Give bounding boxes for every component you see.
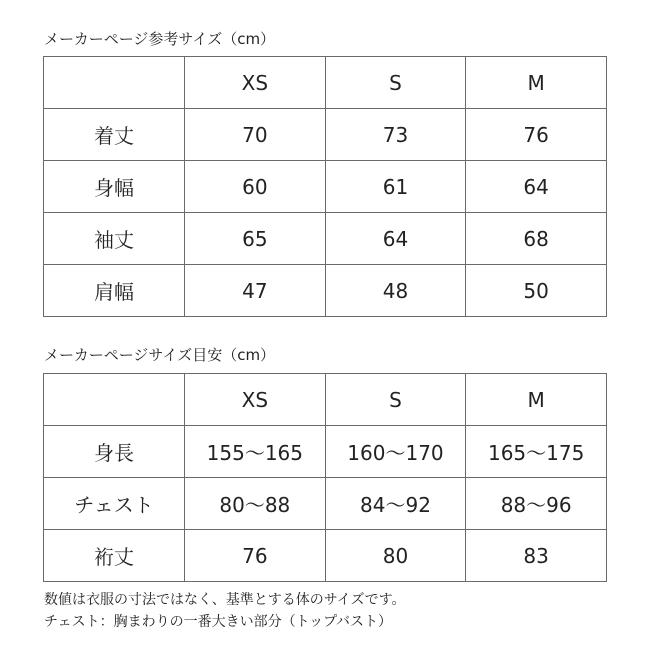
table-cell: 64 — [466, 161, 607, 213]
table-cell: 76 — [466, 109, 607, 161]
header-cell-m: M — [466, 374, 607, 426]
table-cell: 47 — [185, 265, 326, 317]
row-label: 袖丈 — [44, 213, 185, 265]
table-row — [44, 265, 607, 317]
table-cell: 88～96 — [466, 478, 607, 530]
header-cell-xs: XS — [185, 374, 326, 426]
header-cell-empty — [44, 57, 185, 109]
table-cell: 68 — [466, 213, 607, 265]
table-header-row — [44, 374, 607, 426]
footnotes — [44, 589, 405, 633]
table-cell: 165～175 — [466, 426, 607, 478]
table-cell: 80～88 — [185, 478, 326, 530]
table-cell: 155～165 — [185, 426, 326, 478]
size-guide-title: メーカーページサイズ目安（cm） — [44, 346, 276, 364]
table-cell: 76 — [185, 530, 326, 582]
table-header-row — [44, 57, 607, 109]
table-cell: 48 — [325, 265, 466, 317]
row-label: 身長 — [44, 426, 185, 478]
table-row — [44, 161, 607, 213]
footnote-body-size: 数値は衣服の寸法ではなく、基準とする体のサイズです。 — [44, 592, 406, 608]
table-cell: 61 — [325, 161, 466, 213]
table-cell: 60 — [185, 161, 326, 213]
size-guide-table — [43, 373, 607, 582]
reference-size-table — [43, 56, 607, 317]
table-row — [44, 478, 607, 530]
table-row — [44, 530, 607, 582]
table-cell: 83 — [466, 530, 607, 582]
row-label: 裄丈 — [44, 530, 185, 582]
row-label: 肩幅 — [44, 265, 185, 317]
header-cell-empty — [44, 374, 185, 426]
table-cell: 65 — [185, 213, 326, 265]
row-label: 着丈 — [44, 109, 185, 161]
table-row — [44, 213, 607, 265]
header-cell-m: M — [466, 57, 607, 109]
row-label: 身幅 — [44, 161, 185, 213]
header-cell-s: S — [325, 57, 466, 109]
header-cell-xs: XS — [185, 57, 326, 109]
row-label: チェスト — [44, 478, 185, 530]
table-cell: 70 — [185, 109, 326, 161]
header-cell-s: S — [325, 374, 466, 426]
table-cell: 50 — [466, 265, 607, 317]
table-cell: 73 — [325, 109, 466, 161]
table-cell: 64 — [325, 213, 466, 265]
table-row — [44, 426, 607, 478]
table-cell: 84～92 — [325, 478, 466, 530]
table-cell: 80 — [325, 530, 466, 582]
table-cell: 160～170 — [325, 426, 466, 478]
table-row — [44, 109, 607, 161]
footnote-chest: チェスト：胸まわりの一番大きい部分（トップバスト） — [44, 614, 393, 630]
reference-size-title: メーカーページ参考サイズ（cm） — [44, 30, 276, 48]
